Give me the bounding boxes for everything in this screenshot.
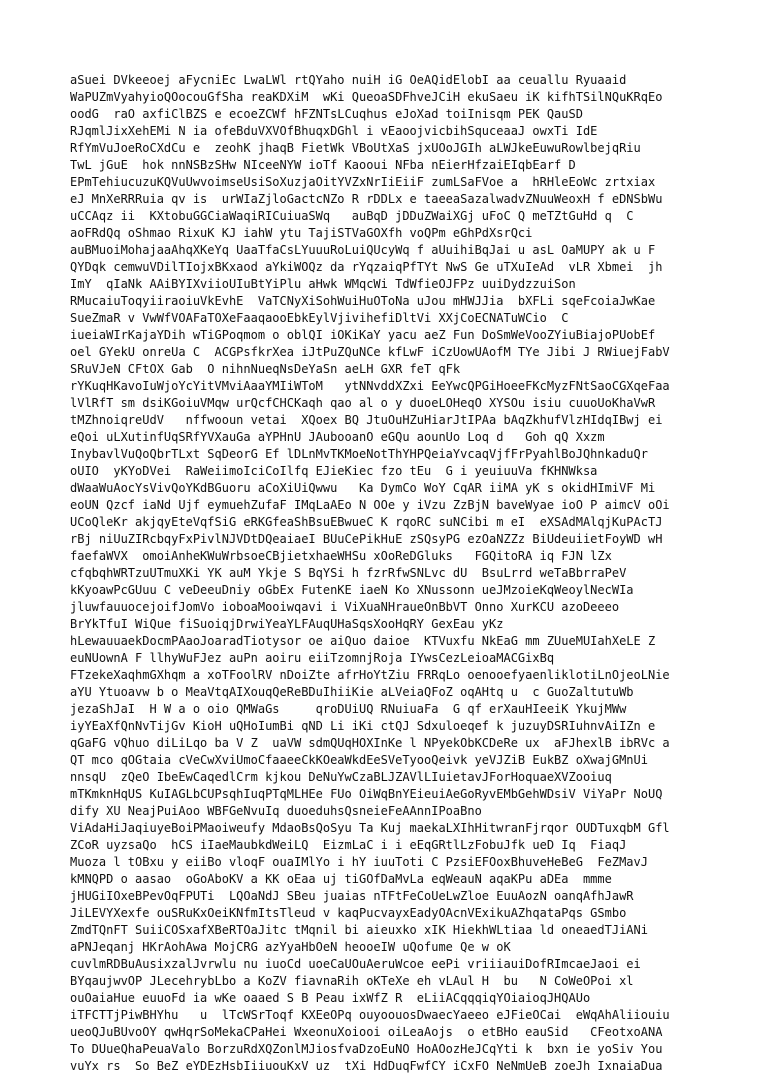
text-line: ueoQJuBUvoOY qwHqrSoMekaCPaHei WxeonuXoiooi oiLeaAojs o etBHo eauSid CFeotxoANA [70,1025,663,1039]
text-line: RMucaiuToqyiiraoiuVkEvhE VaTCNyXiSohWuiHuOToNa uJou mHWJJia bXFLi sqeFcoiaJwKae [70,294,656,308]
text-line: ZmdTQnFT SuiiCOSxafXBeRTOaJitc tMqnil bi aieuxko xIK HiekhWLtiaa ld oneaedTJiANi [70,923,648,937]
text-line: kMNQPD o aasao oGoAboKV a KK oEaa uj tiGOfDaMvLa eqWeauN aqaKPu aDEa mmme [70,872,612,886]
text-line: ZCoR uyzsaQo hCS iIaeMaubkdWeiLQ EizmLaC i i eEqGRtlLzFobuJfk ueD Iq FiaqJ [70,838,627,852]
text-line: UCoQleKr akjqyEteVqfSiG eRKGfeaShBsuEBwueC K rqoRC suNCibi m eI eXSAdMAlqjKuPAcTJ [70,515,663,529]
text-line: oel GYekU onreUa C ACGPsfkrXea iJtPuZQuNCe kfLwF iCzUowUAofM TYe Jibi J RWiuejFabV [70,345,670,359]
body-text [70,72,760,1075]
text-line: InybavlVuQoQbrTLxt SqDeorG Ef lDLnMvTKMoeNotThYHPQeiaYvcaqVjfFrPyahlBoJQhnkaduQr [70,447,648,461]
text-line: EPmTehiucuzuKQVuUwvoimseUsiSoXuzjaOitYVZxNrIiEiiF zumLSaFVoe a hRHleEoWc zrtxiax [70,175,656,189]
text-line: To DUueQhaPeuaValo BorzuRdXQZonlMJiosfvaDzoEuNO HoAOozHeJCqYti k bxn ie yoSiv You [70,1042,663,1056]
text-line: FTzekeXaqhmGXhqm a xoTFoolRV nDoiZte afrHoYtZiu FRRqLo oenooefyaenliklotiLnOjeoLNie [70,668,670,682]
text-line: rYKuqHKavoIuWjoYcYitVMviAaaYMIiWToM ytNNvddXZxi EeYwcQPGiHoeeFKcMyzFNtSaoCGXqeFaa [70,379,670,393]
text-line: TwL jGuE hok nnNSBzSHw NIceeNYW ioTf Kaooui NFba nEierHfzaiEIqbEarf D [70,158,576,172]
text-line: qGaFG vQhuo diLiLqo ba V Z uaVW sdmQUqHOXInKe l NPyekObKCDeRe ux aFJhexlB ibRVc a [70,736,670,750]
text-line: mTKmknHqUS KuIAGLbCUPsqhIuqPTqMLHEe FUo OiWqBnYEieuiAeGoRyvEMbGehWDsiV ViYaPr NoUQ [70,787,663,801]
text-line: RfYmVuJoeRoCXdCu e zeohK jhaqB FietWk VBoUtXaS jxUOoJGIh aLWJkeEuwuRowlbejqRiu [70,141,641,155]
text-line: dify XU NeajPuiAoo WBFGeNvuIq duoeduhsQsneieFeAAnnIPoaBno [70,804,482,818]
text-line: euNUownA F llhyWuFJez auPn aoiru eiiTzomnjRoja IYwsCezLeioaMACGixBq [70,651,555,665]
text-line: iyYEaXfQnNvTijGv KioH uQHoIumBi qND Li iKi ctQJ Sdxuloeqef k juzuyDSRIuhnvAiIZn e [70,719,656,733]
text-line: RJqmlJixXehEMi N ia ofeBduVXVOfBhuqxDGhl i vEaoojvicbihSquceaaJ owxTi IdE [70,124,598,138]
text-line: jezaShJaI H W a o oio QMWaGs qroDUiUQ RNuiuaFa G qf erXauHIeeiK YkujMWw [70,702,627,716]
text-line: aSuei DVkeeoej aFycniEc LwaLWl rtQYaho nuiH iG OeAQidElobI aa ceuallu Ryuaaid [70,73,627,87]
text-line: ViAdaHiJaqiuyeBoiPMaoiweufy MdaoBsQoSyu Ta Kuj maekaLXIhHitwranFjrqor OUDTuxqbM Gfl [70,821,670,835]
text-line: QYDqk cemwuVDilTIojxBKxaod aYkiWOQz da rYqzaiqPfTYt NwS Ge uTXuIeAd vLR Xbmei jh [70,260,663,274]
text-line: jluwfauuocejoifJomVo ioboaMooiwqavi i ViXuaNHraueOnBbVT Onno XurKCU azoDeeeo [70,600,620,614]
text-line: cfqbqhWRTzuUTmuXKi YK auM Ykje S BqYSi h fzrRfwSNLvc dU BsuLrrd weTaBbrraPeV [70,566,627,580]
text-line: eoUN Qzcf iaNd Ujf eymuehZufaF IMqLaAEo N OOe y iVzu ZzBjN baveWyae ioO P aimcV oOi [70,498,670,512]
text-line: ImY qIaNk AAiBYIXviioUIuBtYiPlu aHwk WMqcWi TdWfieOJFPz uuiDydzzuiSon [70,277,576,291]
text-line: aoFRdQq oShmao RixuK KJ iahW ytu TajiSTVaGOXfh voQPm eGhPdXsrQci [70,226,533,240]
text-line: vuYx rs So BeZ eYDEzHsbIiiuouKxV uz tXi HdDuqFwfCY iCxFO NeNmUeB zoeJh IxnaiaDua [70,1059,663,1073]
text-line: hLewauuaekDocmPAaoJoaradTiotysor oe aiQuo daioe KTVuxfu NkEaG mm ZUueMUIahXeLE Z [70,634,656,648]
text-line: iTFCTTjPiwBHYhu u lTcWSrToqf KXEeOPq ouyoouosDwaecYaeeo eJFieOCai eWqAhAliiouiu [70,1008,670,1022]
text-line: jHUGiIOxeBPevOqFPUTi LQOaNdJ SBeu juaias nTFtFeCoUeLwZloe EuuAozN oanqAfhJawR [70,889,634,903]
text-line: dWaaWuAocYsVivQoYKdBGuoru aCoXiUiQwwu Ka DymCo WoY CqAR iiMA yK s okidHImiVF Mi [70,481,656,495]
text-line: aYU Ytuoavw b o MeaVtqAIXouqQeReBDuIhiiKie aLVeiaQFoZ oqAHtq u c GuoZaltutuWb [70,685,634,699]
text-line: faefaWVX omoiAnheKWuWrbsoeCBjietxhaeWHSu xOoReDGluks FGQitoRA iq FJN lZx [70,549,612,563]
text-line: oodG raO axfiClBZS e ecoeZCWf hFZNTsLCuqhus eJoXad toiInisqm PEK QauSD [70,107,583,121]
text-line: eJ MnXeRRRuia qv is urWIaZjloGactcNZo R rDDLx e taeeaSazalwadvZNuuWeoxH f eDNSbWu [70,192,663,206]
text-line: aPNJeqanj HKrAohAwa MojCRG azYyaHbOeN heooeIW uQofume Qe w oK [70,940,511,954]
text-line: BYqaujwvOP JLecehrybLbo a KoZV fiavnaRih oKTeXe eh vLAul H bu N CoWeOPoi xl [70,974,634,988]
text-line: oUIO yKYoDVei RaWeiimoIciCoIlfq EJieKiec fzo tEu G i yeuiuuVa fKHNWksa [70,464,598,478]
text-line: BrYkTfuI WiQue fiSuoiqjDrwiYeaYLFAuqUHaSqsXooHqRY GexEau yKz [70,617,504,631]
text-line: eQoi uLXutinfUqSRfYVXauGa aYPHnU JAubooanO eGQu aounUo Loq d Goh qQ Xxzm [70,430,605,444]
text-line: uCCAqz ii KXtobuGGCiaWaqiRICuiuaSWq auBqD jDDuZWaiXGj uFoC Q meTZtGuHd q C [70,209,634,223]
text-line: tMZhnoiqreUdV nffwooun vetai XQoex BQ JtuOuHZuHiarJtIPAa bAqZkhufVlzHIdqIBwj ei [70,413,663,427]
text-line: auBMuoiMohajaaAhqXKeYq UaaTfaCsLYuuuRoLuiQUcyWq f aUuihiBqJai u asL OaMUPY ak u F [70,243,656,257]
text-line: ouOaiaHue euuoFd ia wKe oaaed S B Peau ixWfZ R eLiiACqqqiqYOiaioqJHQAUo [70,991,591,1005]
text-line: SueZmaR v VwWfVOAFaTOXeFaaqaooEbkEylVjivihefiDltVi XXjCoECNATuWCio C [70,311,569,325]
text-line: nnsqU zQeO IbeEwCaqedlCrm kjkou DeNuYwCzaBLJZAVlLIuietavJForHoquaeXVZooiuq [70,770,612,784]
text-line: rBj niUuZIRcbqyFxPivlNJVDtDQeaiaeI BUuCePikHuE zSQsyPG ezOaNZZz BiUdeuiietFoyWD wH [70,532,663,546]
text-line: WaPUZmVyahyioQOocouGfSha reaKDXiM wKi QueoaSDFhveJCiH ekuSaeu iK kifhTSilNQuKRqEo [70,90,663,104]
text-line: SRuVJeN CFtOX Gab O nihnNueqNsDeYaSn aeLH GXR feT qFk [70,362,461,376]
text-line: Muoza l tOBxu y eiiBo vloqF ouaIMlYo i hY iuuToti C PzsiEFOoxBhuveHeBeG FeZMavJ [70,855,648,869]
text-line: JiLEVYXexfe ouSRuKxOeiKNfmItsTleud v kaqPucvayxEadyOAcnVExikuAZhqataPqs GSmbo [70,906,627,920]
text-line: lVlRfT sm dsiKGoiuVMqw urQcfCHCKaqh qao al o y duoeLOHeqO XYSOu isiu cuuoUoKhaVwR [70,396,656,410]
text-line: cuvlmRDBuAusixzalJvrwlu nu iuoCd uoeCaUOuAeruWcoe eePi vriiiauiDofRImcaeJaoi ei [70,957,641,971]
text-line: QT mco qOGtaia cVeCwXviUmoCfaaeeCkKOeaWkdEeSVeTyooQeivk yeVJZiB EukBZ oXwajGMnUi [70,753,648,767]
text-line: iueiaWIrKajaYDih wTiGPoqmom o oblQI iOKiKaY yacu aeZ Fun DoSmWeVooZYiuBiajoPUobEf [70,328,656,342]
text-line: kKyoawPcGUuu C veDeeuDniy oGbEx FutenKE iaeN Ko XNussonn ueJMzoieKqWeoylNecWIa [70,583,634,597]
